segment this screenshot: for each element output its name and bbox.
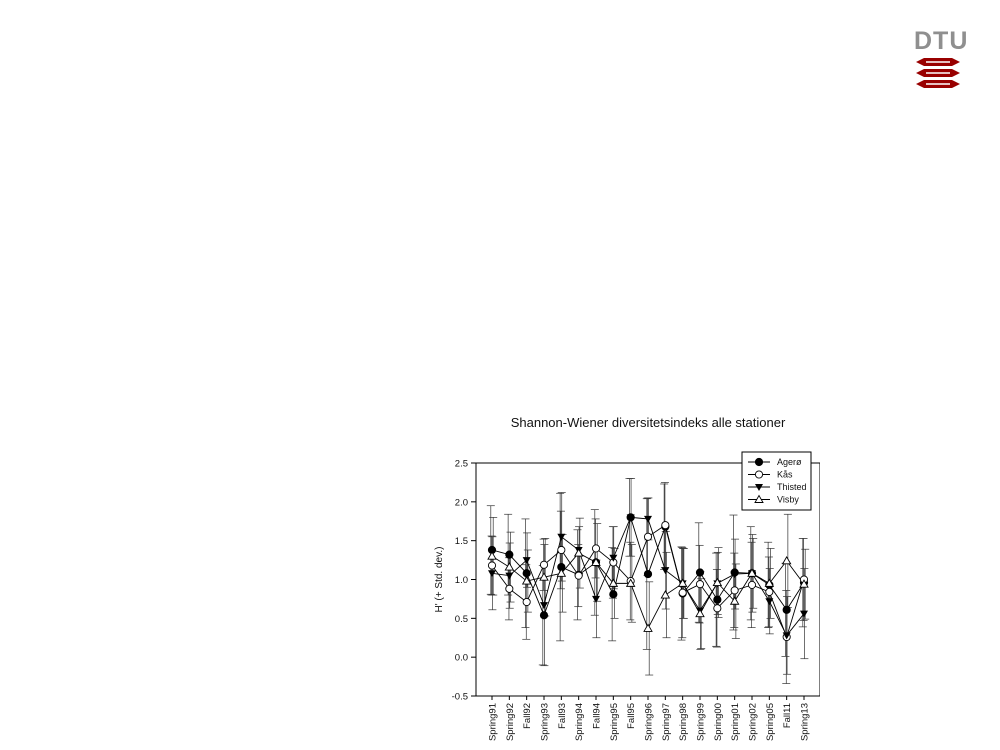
logo-text: DTU [914,27,969,55]
y-tick-label: 1.0 [454,575,468,586]
data-point [783,606,790,613]
x-tick-label: Spring91 [487,703,499,742]
data-point [661,567,669,574]
data-point [506,585,513,592]
x-tick-label: Spring93 [539,703,551,742]
legend-label: Thisted [777,482,807,492]
data-point [488,562,495,569]
data-point [731,587,738,594]
data-point [523,570,530,577]
data-point [488,552,496,559]
legend-label: Agerø [777,457,802,467]
chart-legend [742,452,811,510]
x-tick-label: Spring92 [504,703,516,742]
legend-label: Kås [777,469,793,480]
diversity-chart [420,405,820,745]
data-point [575,572,582,579]
data-point [540,561,547,568]
data-point [714,596,721,603]
data-point [523,598,530,605]
x-tick-label: Spring94 [574,703,586,742]
x-tick-label: Fall95 [626,703,638,729]
x-tick-label: Spring05 [764,703,776,742]
chart-title: Shannon-Wiener diversitetsindeks alle stationer [510,415,786,430]
data-point [661,591,669,598]
data-point [592,596,600,603]
data-point [644,516,652,523]
legend-label: Visby [777,494,799,505]
data-point [644,533,651,540]
x-tick-label: Spring98 [678,703,690,742]
x-tick-label: Spring95 [608,703,620,742]
data-point [644,570,651,577]
data-point [696,581,703,588]
data-point [765,598,773,605]
data-point [540,612,547,619]
y-tick-label: 1.5 [454,536,468,548]
data-point [592,545,599,552]
y-axis-label: H' (+ Std. dev.) [434,546,445,613]
data-point [679,589,686,596]
dtu-logo [914,27,969,92]
y-tick-label: 0.5 [454,613,468,625]
data-point [610,591,617,598]
x-tick-label: Spring99 [695,703,707,742]
x-tick-label: Fall93 [556,703,568,729]
y-tick-label: -0.5 [451,691,468,703]
data-point [783,557,791,564]
data-point [755,471,762,478]
x-tick-label: Fall11 [782,703,794,729]
x-tick-label: Spring13 [799,703,811,742]
series-line [492,517,804,615]
data-point [644,624,652,631]
y-tick-label: 0.0 [454,652,468,664]
x-tick-label: Spring97 [660,703,672,742]
series-markers [488,514,808,641]
data-point [714,605,721,612]
data-point [505,573,513,580]
data-point [696,610,704,617]
data-point [505,563,513,570]
data-point [766,588,773,595]
x-tick-label: Spring02 [747,703,759,742]
data-point [696,569,703,576]
data-point [748,581,755,588]
data-point [662,522,669,529]
data-point [575,549,583,556]
data-point [558,546,565,553]
x-tick-label: Fall94 [591,703,603,729]
x-tick-label: Spring01 [730,703,742,742]
y-tick-label: 2.0 [454,497,468,509]
y-tick-label: 2.5 [454,458,468,470]
x-tick-label: Fall92 [522,703,534,729]
data-point [755,458,762,465]
dtu-logo-mark-icon [916,56,960,90]
data-point [506,551,513,558]
data-point [557,534,565,541]
x-tick-label: Spring00 [712,703,724,742]
x-tick-label: Spring96 [643,703,655,742]
